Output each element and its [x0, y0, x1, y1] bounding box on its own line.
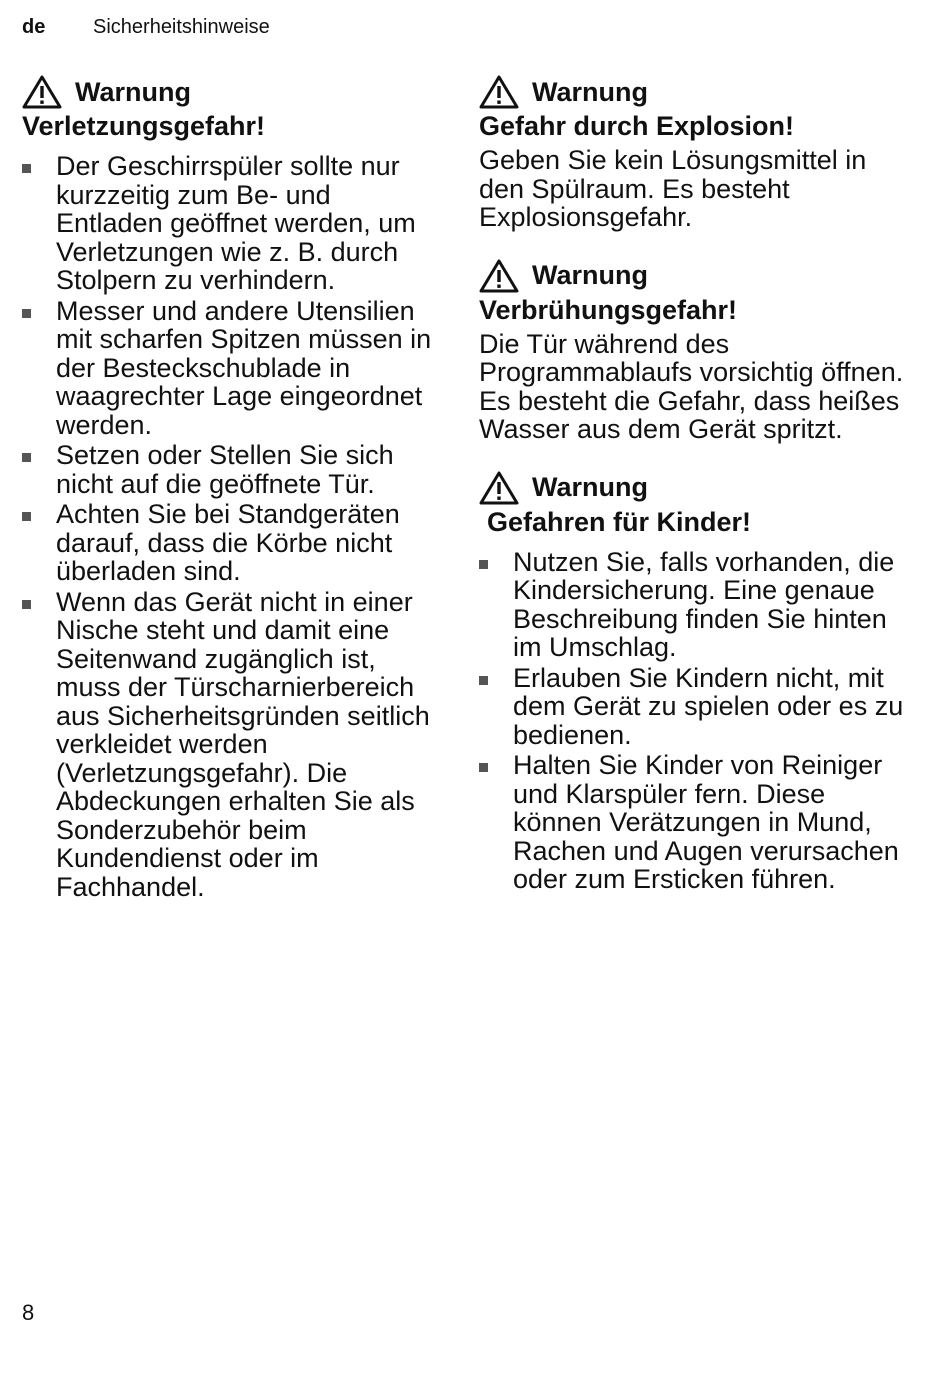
list-item-text: Wenn das Gerät nicht in einer Nische steht und damit eine Seitenwand zugänglich ist, muss der Türscharnierbereich aus Sicherheitsgründen seitlich verkleidet werden (Verletzungsgefahr). Die Abdeckungen erhalten Sie als Sonderzubehör beim Kundendienst oder im Fachhandel. — [56, 586, 430, 902]
right-column — [479, 74, 909, 920]
warning-heading — [479, 258, 909, 294]
warning-title: Verletzungsgefahr! — [22, 111, 266, 141]
list-item — [479, 751, 909, 894]
warning-children — [479, 470, 909, 894]
warning-label: Warnung — [532, 260, 648, 290]
warning-injury — [22, 74, 442, 901]
list-item-text: Messer und andere Utensilien mit scharfen Spitzen müssen in der Besteckschublade in waagrechter Lage eingeordnet werden. — [56, 295, 432, 440]
warning-triangle-icon — [479, 471, 519, 505]
warning-triangle-icon — [22, 75, 62, 109]
warning-label: Warnung — [75, 76, 191, 107]
warning-heading — [22, 74, 442, 110]
warning-title: Verbrühungsgefahr! — [479, 294, 738, 325]
children-list — [479, 548, 909, 894]
left-column — [22, 74, 442, 927]
list-item — [22, 297, 442, 440]
list-item — [479, 548, 909, 662]
list-item-text: Halten Sie Kinder von Reiniger und Klarspüler fern. Diese können Verätzungen in Mund, Rachen und Augen verursachen oder zum Ersticken führen. — [513, 750, 899, 894]
list-item — [22, 588, 442, 902]
list-item-text: Setzen oder Stellen Sie sich nicht auf die geöffnete Tür. — [56, 440, 394, 499]
bullet-square-icon — [479, 560, 488, 569]
list-item — [22, 500, 442, 586]
list-item — [22, 152, 442, 295]
warning-heading — [479, 74, 909, 110]
list-item-text: Achten Sie bei Standgeräten darauf, dass die Körbe nicht überladen sind. — [56, 499, 400, 586]
warning-triangle-icon — [479, 75, 519, 109]
warning-scald — [479, 258, 909, 444]
bullet-square-icon — [22, 164, 31, 173]
warning-explosion — [479, 74, 909, 232]
list-item — [479, 664, 909, 750]
bullet-square-icon — [22, 512, 31, 521]
warning-text: Die Tür während des Programmablaufs vorsichtig öffnen. Es besteht die Gefahr, dass heißes Wasser aus dem Gerät spritzt. — [479, 328, 904, 444]
bullet-square-icon — [22, 600, 31, 609]
section-title: Sicherheitshinweise — [93, 16, 270, 38]
warning-title: Gefahr durch Explosion! — [479, 111, 795, 141]
bullet-square-icon — [479, 676, 488, 685]
bullet-square-icon — [22, 453, 31, 462]
bullet-square-icon — [479, 763, 488, 772]
language-code: de — [22, 16, 46, 38]
page-number: 8 — [22, 1300, 35, 1325]
list-item-text: Erlauben Sie Kindern nicht, mit dem Gerät zu spielen oder es zu bedienen. — [513, 662, 904, 750]
list-item — [22, 441, 442, 498]
list-item-text: Der Geschirrspüler sollte nur kurzzeitig zum Be- und Entladen geöffnet werden, um Verletzungen wie z. B. durch Stolpern zu verhindern. — [56, 151, 416, 295]
warning-label: Warnung — [532, 76, 648, 107]
warning-label: Warnung — [532, 472, 648, 502]
warning-heading — [479, 470, 909, 506]
injury-list — [22, 152, 442, 901]
list-item-text: Nutzen Sie, falls vorhanden, die Kindersicherung. Eine genaue Beschreibung finden Sie hinten im Umschlag. — [513, 546, 895, 662]
warning-text: Geben Sie kein Lösungsmittel in den Spülraum. Es besteht Explosionsgefahr. — [479, 145, 867, 232]
warning-title: Gefahren für Kinder! — [487, 506, 752, 537]
warning-triangle-icon — [479, 259, 519, 293]
bullet-square-icon — [22, 309, 31, 318]
